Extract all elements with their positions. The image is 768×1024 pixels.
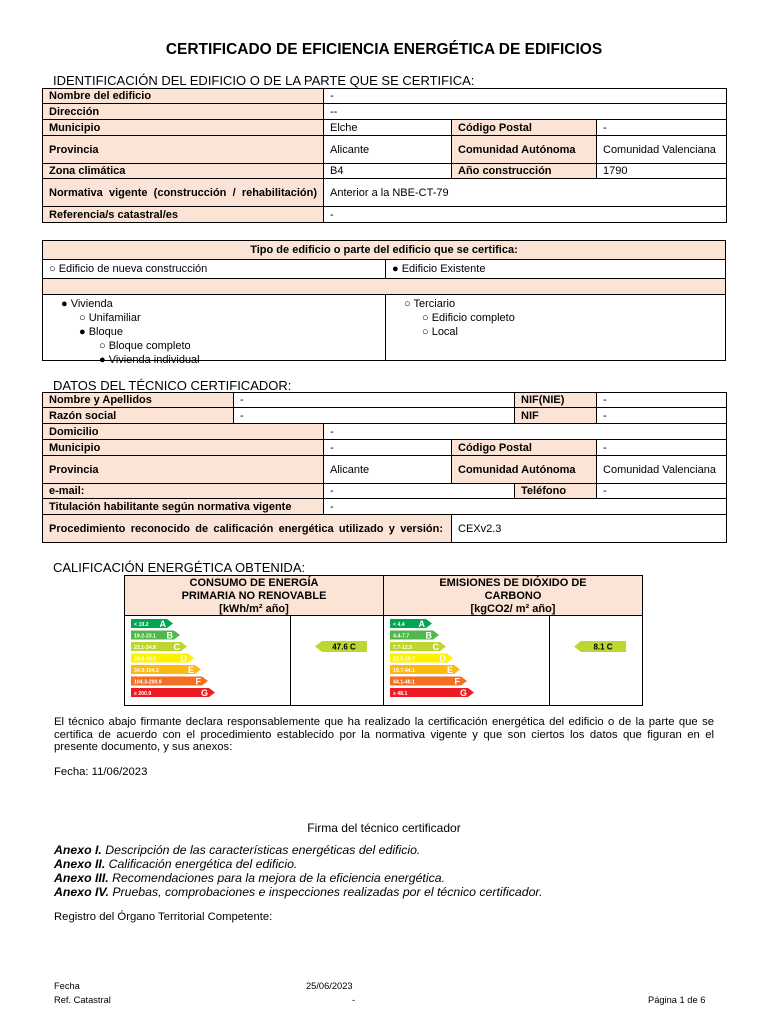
anexo-2: Anexo II. Calificación energética del edificio. (54, 857, 298, 871)
telefono-value: - (597, 484, 727, 499)
tipo-edificio-band (43, 279, 725, 295)
option-vivienda-individual: ● Vivienda individual (99, 354, 200, 366)
telefono-label: Teléfono (515, 484, 597, 499)
consumo-letter-C: C (173, 642, 180, 652)
fecha-line: Fecha: 11/06/2023 (54, 766, 148, 778)
emisiones-header-line3: [kgCO2/ m² año] (470, 603, 556, 615)
emisiones-letter-A: A (418, 619, 425, 629)
normativa-value: Anterior a la NBE-CT-79 (324, 179, 727, 207)
direccion-label: Dirección (43, 104, 324, 120)
consumo-energy-scale (125, 616, 383, 705)
consumo-value: 47.6 C (332, 642, 356, 652)
emisiones-range-D: 12.5-19.7 (393, 656, 415, 663)
consumo-letter-D: D (180, 653, 187, 664)
provincia-value: Alicante (324, 136, 452, 164)
comunidad-autonoma-label: Comunidad Autónoma (452, 136, 597, 164)
comunidad-autonoma-value: Comunidad Valenciana (597, 136, 727, 164)
procedimiento-label: Procedimiento reconocido de calificación energética utilizado y versión: (43, 515, 452, 543)
consumo-range-B: 19.2-23.1 (134, 633, 156, 640)
consumo-header-line3: [kWh/m² año] (219, 603, 289, 615)
section-calificacion-heading: CALIFICACIÓN ENERGÉTICA OBTENIDA: (53, 560, 306, 575)
zona-climatica-value: B4 (324, 164, 452, 179)
emisiones-letter-E: E (446, 665, 453, 675)
anexo-1: Anexo I. Descripción de las características energéticas del edificio. (54, 843, 421, 857)
emisiones-letter-G: G (459, 688, 467, 698)
emisiones-range-C: 7.7-12.5 (393, 645, 413, 651)
registro-label: Registro del Órgano Territorial Competente: (54, 911, 273, 923)
consumo-rating-box (124, 575, 384, 706)
provincia-label: Provincia (43, 136, 324, 164)
consumo-range-D: 34.8-48.5 (134, 656, 156, 663)
consumo-letter-A: A (159, 619, 166, 629)
nombre-edificio-value: - (324, 89, 727, 104)
emisiones-header-line1: EMISIONES DE DIÓXIDO DE (439, 577, 587, 589)
titulacion-value: - (324, 499, 727, 515)
razon-social-value: - (234, 408, 515, 424)
option-edificio-existente: ● Edificio Existente (392, 263, 486, 275)
consumo-range-E: 34.8-104.3 (134, 668, 159, 674)
option-vivienda: ● Vivienda (61, 298, 113, 310)
razon-social-label: Razón social (43, 408, 234, 424)
tecnico-provincia-value: Alicante (324, 456, 452, 484)
tecnico-municipio-value: - (324, 440, 452, 456)
codigo-postal-value: - (597, 120, 727, 136)
section-tecnico-heading: DATOS DEL TÉCNICO CERTIFICADOR: (53, 378, 292, 393)
footer-ref-label: Ref. Catastral (54, 995, 111, 1005)
firma-label: Firma del técnico certificador (307, 821, 461, 835)
tecnico-cp-value: - (597, 440, 727, 456)
nif-nie-label: NIF(NIE) (515, 393, 597, 408)
nombre-edificio-label: Nombre del edificio (43, 89, 324, 104)
anexo-4: Anexo IV. Pruebas, comprobaciones e inspecciones realizadas por el técnico certificador. (54, 885, 543, 899)
anexo-3: Anexo III. Recomendaciones para la mejora de la eficiencia energética. (54, 871, 445, 885)
emisiones-range-A: < 4.4 (393, 622, 405, 628)
nif-value: - (597, 408, 727, 424)
direccion-value: -- (324, 104, 727, 120)
anio-construccion-value: 1790 (597, 164, 727, 179)
referencia-catastral-label: Referencia/s catastral/es (43, 207, 324, 223)
tecnico-ca-value: Comunidad Valenciana (597, 456, 727, 484)
option-bloque: ● Bloque (79, 326, 123, 338)
declaracion-paragraph: El técnico abajo firmante declara responsablemente que ha realizado la certificación energética del edificio o de la parte que se certifica de acuerdo con el procedimiento establecido por la normativa vigente y que son ciertos los datos que figuran en el presente documento, y sus anexos: (54, 716, 714, 754)
tecnico-nombre-label: Nombre y Apellidos (43, 393, 234, 408)
codigo-postal-label: Código Postal (452, 120, 597, 136)
tecnico-ca-label: Comunidad Autónoma (452, 456, 597, 484)
consumo-range-G: ≥ 200.9 (134, 691, 152, 697)
footer-ref-value: - (352, 995, 356, 1005)
emisiones-energy-scale (384, 616, 642, 705)
consumo-range-C: 23.1-34.8 (134, 645, 156, 651)
domicilio-label: Domicilio (43, 424, 324, 440)
normativa-label: Normativa vigente (construcción / rehabilitación) (43, 179, 324, 207)
titulacion-label: Titulación habilitante según normativa vigente (43, 499, 324, 515)
section-identificacion-heading: IDENTIFICACIÓN DEL EDIFICIO O DE LA PARTE QUE SE CERTIFICA: (53, 73, 475, 88)
emisiones-range-E: 19.7-44.1 (393, 668, 415, 674)
tecnico-table (42, 392, 727, 543)
footer-fecha-value: 25/06/2023 (306, 981, 353, 991)
option-edificio-completo: ○ Edificio completo (422, 312, 515, 324)
email-label: e-mail: (43, 484, 324, 499)
footer-fecha-label: Fecha (54, 981, 80, 991)
tecnico-cp-label: Código Postal (452, 440, 597, 456)
municipio-value: Elche (324, 120, 452, 136)
anio-construccion-label: Año construcción (452, 164, 597, 179)
document-title: CERTIFICADO DE EFICIENCIA ENERGÉTICA DE EDIFICIOS (165, 41, 603, 58)
consumo-letter-G: G (200, 688, 208, 698)
consumo-range-F: 104.3-200.9 (134, 679, 162, 686)
consumo-letter-B: B (166, 630, 173, 641)
tipo-edificio-box (42, 240, 726, 366)
consumo-letter-F: F (195, 676, 201, 687)
option-terciario: ○ Terciario (404, 298, 456, 310)
option-unifamiliar: ○ Unifamiliar (79, 312, 141, 324)
option-local: ○ Local (422, 326, 458, 338)
option-bloque-completo: ○ Bloque completo (99, 340, 191, 352)
emisiones-letter-D: D (439, 653, 446, 664)
tipo-edificio-heading: Tipo de edificio o parte del edificio que se certifica: (43, 241, 725, 260)
tecnico-nombre-value: - (234, 393, 515, 408)
emisiones-header-line2: CARBONO (484, 590, 542, 602)
nif-nie-value: - (597, 393, 727, 408)
identificacion-table (42, 88, 727, 223)
emisiones-value: 8.1 C (593, 642, 613, 652)
consumo-header-line2: PRIMARIA NO RENOVABLE (181, 590, 327, 602)
referencia-catastral-value: - (324, 207, 727, 223)
emisiones-rating-box (383, 575, 643, 706)
tecnico-provincia-label: Provincia (43, 456, 324, 484)
emisiones-range-G: ≥ 48.1 (393, 691, 408, 697)
option-nueva-construccion: ○ Edificio de nueva construcción (43, 260, 386, 278)
email-value: - (324, 484, 515, 499)
consumo-range-A: < 19.2 (134, 622, 149, 628)
domicilio-value: - (324, 424, 727, 440)
emisiones-letter-B: B (425, 630, 432, 641)
emisiones-range-B: 4.4-7.7 (393, 633, 410, 640)
emisiones-letter-C: C (432, 642, 439, 652)
zona-climatica-label: Zona climática (43, 164, 324, 179)
footer-pagina: Página 1 de 6 (648, 995, 706, 1005)
consumo-header-line1: CONSUMO DE ENERGÍA (189, 577, 319, 589)
municipio-label: Municipio (43, 120, 324, 136)
emisiones-letter-F: F (454, 676, 460, 687)
emisiones-range-F: 44.1-48.1 (393, 679, 415, 686)
consumo-letter-E: E (187, 665, 194, 675)
nif-label: NIF (515, 408, 597, 424)
procedimiento-value: CEXv2.3 (452, 515, 727, 543)
tecnico-municipio-label: Municipio (43, 440, 324, 456)
